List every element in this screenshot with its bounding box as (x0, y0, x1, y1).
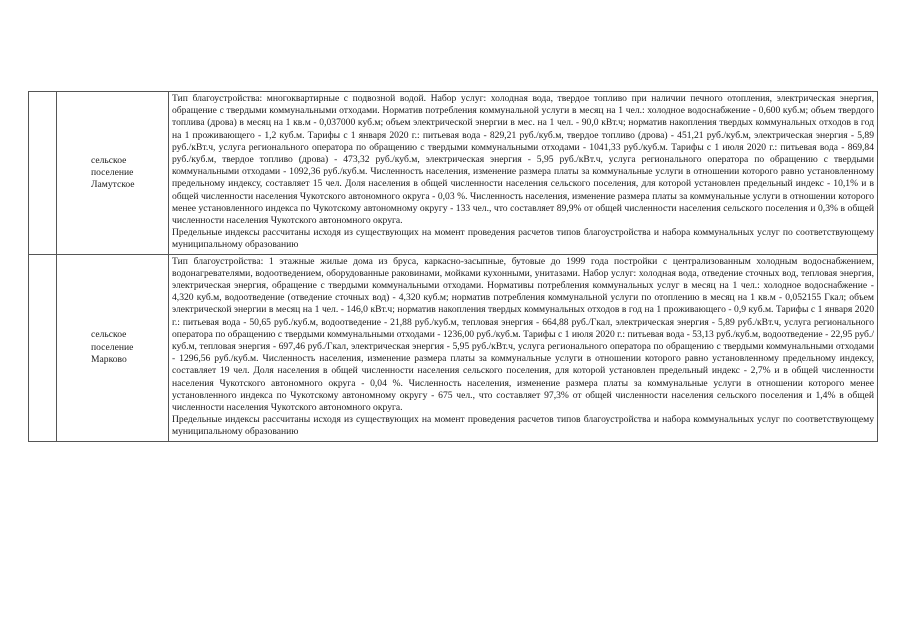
note-text: Предельные индексы рассчитаны исходя из существующих на момент проведения расчетов типов благоустройства и набора коммунальных услуг по соответствующему муниципальному образованию (172, 227, 874, 251)
table-row (29, 254, 878, 441)
description-cell (169, 254, 878, 441)
municipality-name-line: поселение (91, 166, 134, 178)
municipality-name-line: Ламутское (91, 178, 135, 190)
note-text: Предельные индексы рассчитаны исходя из существующих на момент проведения расчетов типов благоустройства и набора коммунальных услуг по соответствующему муниципальному образованию (172, 414, 874, 438)
municipality-name-line: Марково (91, 353, 127, 365)
description-cell (169, 92, 878, 255)
municipality-table (28, 91, 878, 442)
description-text: Тип благоустройства: многоквартирные с подвозной водой. Набор услуг: холодная вода, твердое топливо при наличии печного отопления, электрическая энергия, обращение с твердыми коммунальными отходами. Норматив потребления коммунальной услуги в месяц на 1 чел.: холодное водоснабжение - 0,600 куб.м; объем твердого топлива (дрова) в месяц на 1 кв.м - 0,037000 куб.м; объем электрической энергии в мес. на 1 чел. - 90,0 кВт.ч; норматив накопления твердых коммунальных отходов в год на 1 проживающего - 1,2 куб.м. Тарифы с 1 января 2020 г.: питьевая вода - 829,21 руб./куб.м, твердое топливо (дрова) - 451,21 руб./куб.м, электрическая энергия - 5,89 руб./кВт.ч, услуга регионального оператора по обращению с твердыми коммунальными отходами - 1041,33 руб./куб.м. Тарифы с 1 июля 2020 г.: питьевая вода - 869,84 руб./куб.м, твердое топливо (дрова) - 473,32 руб./куб.м, электрическая энергия - 5,95 руб./кВт.ч, услуга регионального оператора по обращению с твердыми коммунальными отходами - 1092,36 руб./куб.м. Численность населения, изменение размера платы за коммунальные услуги в отношении которого равно установленному предельному индексу, составляет 15 чел. Доля населения в общей численности населения сельского поселения, для которой установлен предельный индекс - 10,1% и в общей численности населения Чукотского автономного округа - 0,03 %. Численность населения, изменение размера платы за коммунальные услуги в отношении которого менее установленного индекса по Чукотскому автономному округу - 133 чел., что составляет 89,9% от общей численности населения сельского поселения и 0,3% в общей численности населения Чукотского автономного округа. (172, 93, 874, 227)
table-row (29, 92, 878, 255)
row-number-cell (29, 254, 57, 441)
municipality-name-cell (57, 92, 169, 255)
municipality-name-line: сельское (91, 154, 127, 166)
municipality-name-line: сельское (91, 329, 127, 341)
municipality-name-cell (57, 254, 169, 441)
municipality-name-line: поселение (91, 341, 134, 353)
row-number-cell (29, 92, 57, 255)
description-text: Тип благоустройства: 1 этажные жилые дома из бруса, каркасно-засыпные, бутовые до 1999 года постройки с централизованным холодным водоснабжением, водонагревателями, водоотведением, оборудованные раковинами, мойками кухонными, унитазами. Набор услуг: холодная вода, отведение сточных вод, тепловая энергия, электрическая энергия, обращение с твердыми коммунальными отходами. Нормативы потребления коммунальных услуг в месяц на 1 чел.: холодное водоснабжение - 4,320 куб.м, водоотведение (отведение сточных вод) - 4,320 куб.м; норматив потребления коммунальной услуги по отоплению в месяц на 1 кв.м - 0,052155 Гкал; объем электрической энергии в месяц на 1 чел. - 146,0 кВт.ч; норматив накопления твердых коммунальных отходов в год на 1 проживающего - 0,9 куб.м. Тарифы с 1 января 2020 г.: питьевая вода - 50,65 руб./куб.м, водоотведение - 21,88 руб./куб.м, тепловая энергия - 664,88 руб./Гкал, электрическая энергия - 5,89 руб./кВт.ч, услуга регионального оператора по обращению с твердыми коммунальными отходами - 1236,00 руб./куб.м. Тарифы с 1 июля 2020 г.: питьевая вода - 53,13 руб./куб.м, водоотведение - 22,95 руб./куб.м, тепловая энергия - 697,46 руб./Гкал, электрическая энергия - 5,95 руб./кВт.ч, услуга регионального оператора по обращению с твердыми коммунальными отходами - 1296,56 руб./куб.м. Численность населения, изменение размера платы за коммунальные услуги в отношении которого равно установленному предельному индексу, составляет 19 чел. Доля населения в общей численности населения сельского поселения, для которой установлен предельный индекс - 2,7% и в общей численности населения Чукотского автономного округа - 0,04 %. Численность населения, изменение размера платы за коммунальные услуги в отношении которого менее установленного индекса по Чукотскому автономному округу - 675 чел., что составляет 97,3% от общей численности населения сельского поселения и 1,4% в общей численности населения Чукотского автономного округа. (172, 255, 874, 414)
